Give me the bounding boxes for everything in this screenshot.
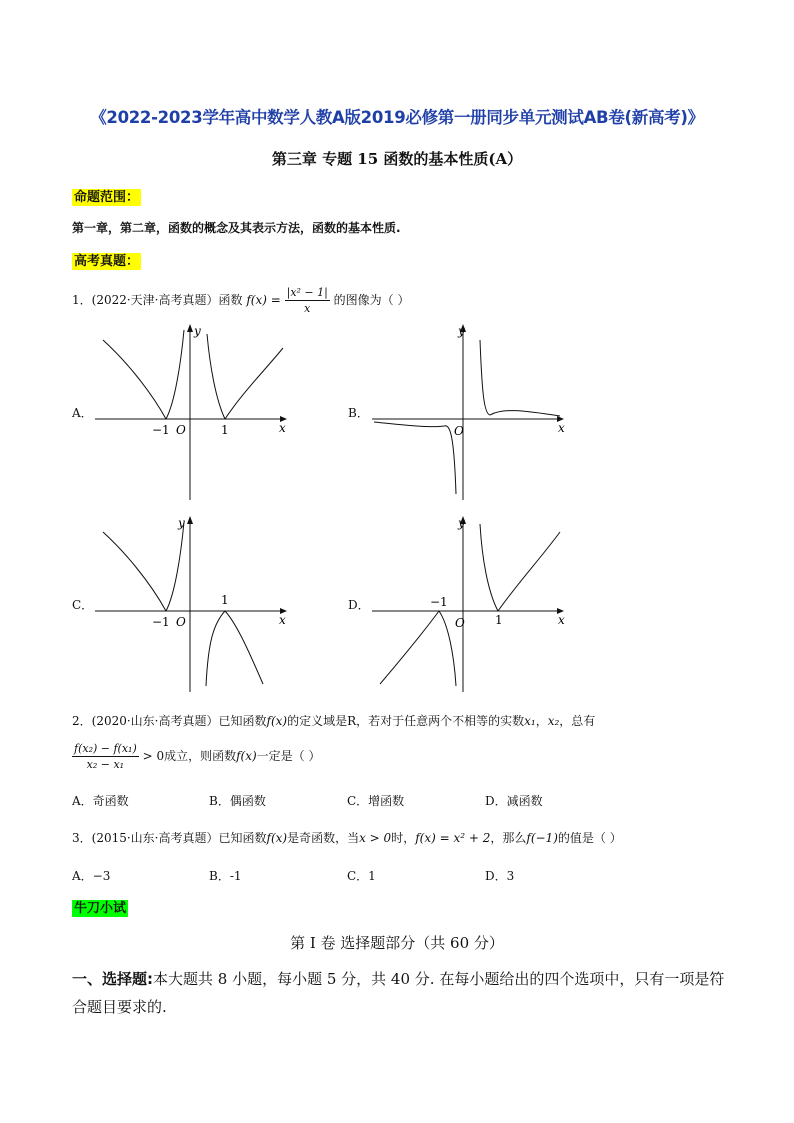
q2-fx-2: f(x) — [236, 749, 257, 763]
graph-b-x-label: x — [558, 421, 565, 435]
graph-d-curve-left-inner — [439, 611, 456, 686]
q3-mid2: 时， — [391, 831, 416, 845]
graph-c-y-label: y — [178, 516, 185, 530]
q1-option-a-label: A． — [72, 406, 93, 420]
q3-expr: f(x) = x² + 2 — [415, 831, 491, 845]
q2-fx: f(x) — [266, 714, 288, 728]
scope-text: 第一章，第二章，函数的概念及其表示方法，函数的基本性质. — [72, 221, 401, 235]
q1-numerator: |x² − 1| — [286, 286, 328, 299]
graph-c-x-label: x — [279, 613, 286, 627]
graph-c-one-label: 1 — [221, 593, 229, 607]
scope-heading: 命题范围： — [74, 190, 140, 205]
graph-d-x-label: x — [558, 613, 565, 627]
q2-option-c: C．增函数 — [347, 794, 405, 808]
q1-option-b-label: B． — [348, 406, 369, 420]
q2-option-b: B．偶函数 — [209, 794, 266, 808]
graph-c-curve-left-inner — [166, 522, 184, 611]
graph-a — [95, 322, 295, 502]
q1-denominator: x — [304, 302, 311, 315]
document-title: 《2022-2023学年高中数学人教A版2019必修第一册同步单元测试AB卷(新高考)》 — [90, 108, 704, 127]
graph-b-curve-right — [480, 340, 560, 416]
trial-heading: 牛刀小试 — [74, 901, 127, 916]
q3-option-b: B．-1 — [209, 869, 242, 883]
graph-d-curve-right-outer — [498, 532, 560, 611]
graph-a-curve-left-outer — [103, 340, 166, 419]
q3-prefix: 3．(2015·山东·高考真题）已知函数 — [72, 831, 267, 845]
q1-option-c-label: C． — [72, 598, 94, 612]
graph-d-origin-label: O — [455, 616, 465, 630]
q1-fraction — [285, 285, 330, 316]
question-3 — [72, 829, 622, 846]
graph-d-neg-one-label: −1 — [430, 595, 448, 609]
instructions — [72, 965, 732, 1021]
graph-a-curve-right-inner — [207, 334, 225, 419]
graph-c-curve-right-outer — [225, 611, 263, 684]
exam-heading: 高考真题： — [74, 254, 140, 269]
question-1 — [72, 284, 410, 316]
graph-a-y-label: y — [194, 324, 201, 338]
q2-line2-suffix: > 0成立，则函数 — [142, 749, 237, 763]
graph-a-neg-one-label: −1 — [152, 423, 170, 437]
q3-cond: x > 0 — [359, 831, 392, 845]
question-2-line-1 — [72, 712, 595, 729]
graph-c-neg-one-label: −1 — [152, 615, 170, 629]
graph-d-curve-right-inner — [480, 524, 498, 611]
graph-c-curve-right-inner — [206, 611, 225, 686]
section-title: 第 I 卷 选择题部分（共 60 分） — [290, 934, 504, 952]
instructions-text: 本大题共 8 小题，每小题 5 分，共 40 分. 在每小题给出的四个选项中，只有一项是符合题目要求的. — [72, 970, 725, 1016]
q3-suffix: 的值是（ ） — [557, 831, 622, 845]
q3-mid3: ，那么 — [490, 831, 527, 845]
q2-sep: ， — [535, 714, 548, 728]
graph-d-y-label: y — [458, 516, 465, 530]
chapter-title: 第三章 专题 15 函数的基本性质(A） — [271, 150, 523, 168]
graph-a-curve-left-inner — [166, 330, 184, 419]
q3-option-d: D．3 — [485, 869, 515, 883]
q3-option-a: A．−3 — [72, 869, 111, 883]
graph-c — [95, 514, 295, 694]
q2-x2: x₂ — [547, 714, 560, 728]
q2-option-a: A．奇函数 — [72, 794, 129, 808]
graph-c-curve-left-outer — [103, 532, 166, 611]
trial-heading-wrap — [72, 897, 128, 916]
graph-a-origin-label: O — [176, 423, 186, 437]
graph-c-y-arrow — [187, 516, 193, 524]
q3-fx: f(x) — [266, 831, 288, 845]
q2-line1-suffix: ，总有 — [559, 714, 596, 728]
question-2-line-2 — [72, 740, 321, 772]
q3-query: f(−1) — [526, 831, 558, 845]
q3-mid1: 是奇函数，当 — [287, 831, 360, 845]
q1-suffix: 的图像为（ ） — [333, 293, 410, 307]
q2-x1: x₁ — [524, 714, 536, 728]
graph-a-y-arrow — [187, 324, 193, 332]
graph-a-curve-right-outer — [225, 348, 283, 419]
q2-frac-num: f(x₂) − f(x₁) — [74, 742, 137, 755]
q1-func: f(x) = — [246, 293, 281, 307]
graph-c-origin-label: O — [176, 615, 186, 629]
graph-d-one-label: 1 — [495, 613, 503, 627]
graph-d — [372, 514, 572, 694]
q1-prefix: 1．(2022·天津·高考真题）函数 — [72, 293, 243, 307]
q1-option-d-label: D． — [348, 598, 370, 612]
q2-prefix: 2．(2020·山东·高考真题）已知函数 — [72, 714, 267, 728]
q2-option-d: D．减函数 — [485, 794, 543, 808]
graph-b-curve-left — [374, 422, 456, 494]
graph-b-y-label: y — [458, 324, 465, 338]
graph-d-curve-left-outer — [380, 611, 439, 684]
scope-heading-wrap — [72, 186, 141, 205]
exam-heading-wrap — [72, 250, 141, 269]
graph-a-one-label: 1 — [221, 423, 229, 437]
instructions-bold: 一、选择题: — [72, 970, 153, 988]
q2-mid: 的定义域是R，若对于任意两个不相等的实数 — [287, 714, 525, 728]
q2-frac-den: x₂ − x₁ — [86, 758, 125, 771]
graph-a-x-label: x — [279, 421, 286, 435]
q3-option-c: C．1 — [347, 869, 376, 883]
q2-line2-end: 一定是（ ） — [256, 749, 321, 763]
graph-b — [372, 322, 572, 502]
graph-b-origin-label: O — [454, 424, 464, 438]
q2-fraction — [72, 741, 139, 772]
